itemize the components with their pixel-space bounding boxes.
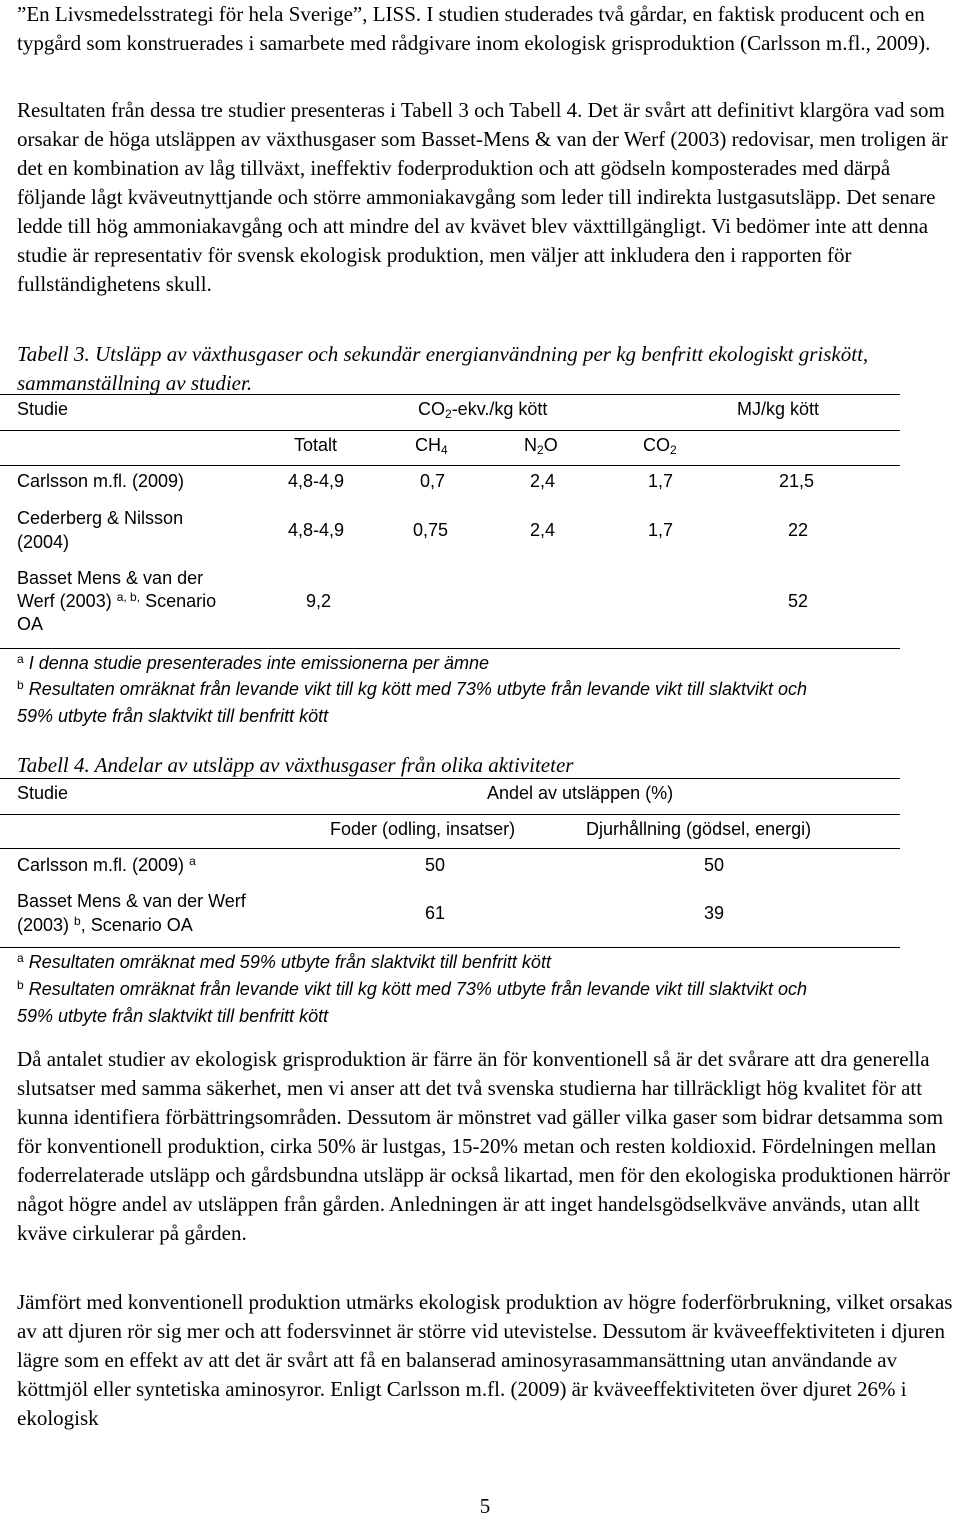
table4-row1-feed: 50	[425, 855, 446, 875]
table3-row2-study-line1: Cederberg & Nilsson	[17, 508, 184, 528]
table3-row3-study-line2: Werf (2003) $^{a, b,}$ Scenario	[17, 590, 217, 611]
page-number: 5	[479, 1494, 491, 1518]
table3-footnote-a: $^a$ I denna studie presenterades inte emissionerna per ämne	[17, 652, 489, 673]
table3-header-study: Studie	[17, 399, 69, 419]
table4-sub-feed: Foder (odling, insatser)	[330, 819, 516, 839]
table3-row3-mj: 52	[788, 591, 809, 611]
table4-footnote-a: $^a$ Resultaten omräknat med 59% utbyte från slaktvikt till benfritt kött	[17, 951, 551, 972]
table3-header-mj: MJ/kg kött	[737, 399, 820, 419]
table3-row3-totalt: 9,2	[306, 591, 332, 611]
table3-footnote-b: $^b$ Resultaten omräknat från levande vikt till kg kött med 73% utbyte från levande vikt till slaktvikt och	[17, 678, 808, 699]
table4-rule-sub	[0, 814, 900, 815]
table3-row2-n2o: 2,4	[530, 520, 556, 540]
paragraph-results: Resultaten från dessa tre studier presenteras i Tabell 3 och Tabell 4. Det är svårt att definitivt klargöra vad som orsakar de höga utsläppen av växthusgaser som Basset-Mens & van der Werf (2003) redovisar, men troligen är det en kombination av låg tillväxt, ineffektiv foderproduktion och att gödseln komposterades med därpå följande lågt kväveutnyttjande och större ammoniakavgång som leder till indirekta lustgasutsläpp. Det senare ledde till hög ammoniakavgång och att mindre del av kvävet blev växttillgängligt. Vi bedömer inte att denna studie är representativ för svensk ekologisk produktion, men väljer att inkludera den i rapporten för fullständighetens skull.	[17, 98, 948, 296]
table3-row1-co2: 1,7	[648, 471, 674, 491]
table4-footnote-b-cont: 59% utbyte från slaktvikt till benfritt kött	[17, 1006, 329, 1026]
table4-row2-study-line1: Basset Mens & van der Werf	[17, 891, 246, 911]
table4-header-study: Studie	[17, 783, 69, 803]
table4-rule-body	[0, 848, 900, 849]
table3-row2-co2: 1,7	[648, 520, 674, 540]
table3-row2-study-line2: (2004)	[17, 532, 70, 552]
table3-row2-mj: 22	[788, 520, 809, 540]
table3-sub-totalt: Totalt	[294, 435, 338, 455]
table4-row2-animal: 39	[704, 903, 725, 923]
table4-row2-feed: 61	[425, 903, 446, 923]
table3-sub-n2o: $N_2O$	[524, 435, 558, 457]
table3-rule-body	[0, 465, 900, 466]
table3-sub-ch4: $CH_4$	[415, 435, 448, 457]
table3-sub-co2: $CO_2$	[643, 435, 677, 457]
table4-row1-animal: 50	[704, 855, 725, 875]
table4-rule-top	[0, 778, 900, 779]
table3-row1-study: Carlsson m.fl. (2009)	[17, 471, 185, 491]
paragraph-comparison: Jämfört med konventionell produktion utmärks ekologisk produktion av högre foderförbrukning, vilket orsakas av att djuren rör sig mer och att fodersvinnet är större vid utevistelse. Dessutom är kväveeffektiviteten i djuren lägre som en effekt av att det är svårt att få en balanserad aminosyrasammansättning utan användande av köttmjöl eller syntetiska aminosyror. Enligt Carlsson m.fl. (2009) är kväveeffektiviteten över djuret 26% i ekologisk	[17, 1290, 953, 1430]
table3-caption: Tabell 3. Utsläpp av växthusgaser och sekundär energianvändning per kg benfritt ekologiskt griskött, sammanställning av studier.	[17, 342, 869, 395]
table4-header-share: Andel av utsläppen (%)	[487, 783, 674, 803]
table3-row2-totalt: 4,8-4,9	[288, 520, 345, 540]
table3-row3-study-line3: OA	[17, 614, 44, 634]
table3-rule-sub	[0, 430, 900, 431]
table3-row1-n2o: 2,4	[530, 471, 556, 491]
table3-rule-top	[0, 394, 900, 395]
table4-sub-animal: Djurhållning (gödsel, energi)	[586, 819, 812, 839]
table3-row2-ch4: 0,75	[413, 520, 449, 540]
table3-row1-totalt: 4,8-4,9	[288, 471, 345, 491]
paragraph-intro: ”En Livsmedelsstrategi för hela Sverige”, LISS. I studien studerades två gårdar, en faktisk producent och en typgård som konstruerades i samarbete med rådgivare inom ekologisk grisproduktion (Carlsson m.fl., 2009).	[17, 2, 931, 55]
table3-row3-study-line1: Basset Mens & van der	[17, 568, 204, 588]
table3-row1-ch4: 0,7	[420, 471, 446, 491]
table4-caption: Tabell 4. Andelar av utsläpp av växthusgaser från olika aktiviteter	[17, 753, 574, 777]
table4-footnote-b: $^b$ Resultaten omräknat från levande vikt till kg kött med 73% utbyte från levande vikt till slaktvikt och	[17, 978, 808, 999]
table3-row1-mj: 21,5	[779, 471, 815, 491]
table4-row1-study: Carlsson m.fl. (2009) $^a$	[17, 854, 196, 875]
table4-rule-bottom	[0, 947, 900, 948]
table4-row2-study-line2: (2003) $^b$, Scenario OA	[17, 914, 193, 935]
table3-rule-bottom	[0, 648, 900, 649]
table3-footnote-b-cont: 59% utbyte från slaktvikt till benfritt kött	[17, 706, 329, 726]
table3-header-co2eq: $CO_2-ekv./kg$ kött	[418, 399, 548, 421]
paragraph-discussion: Då antalet studier av ekologisk grisproduktion är färre än för konventionell så är det svårare att dra generella slutsatser med samma säkerhet, men vi anser att det två svenska studierna har tillräckligt hög kvalitet för att kunna identifiera förbättringsområden. Dessutom är mönstret vad gäller vilka gaser som bidrar detsamma som för konventionell produktion, cirka 50% är lustgas, 15-20% metan och resten koldioxid. Fördelningen mellan foderrelaterade utsläpp och gårdsbundna utsläpp är också likartad, men för den ekologiska produktionen härrör något högre andel av utsläppen från gården. Anledningen är att inget handelsgödselkväve används, utan allt kväve cirkulerar på gården.	[17, 1047, 951, 1245]
